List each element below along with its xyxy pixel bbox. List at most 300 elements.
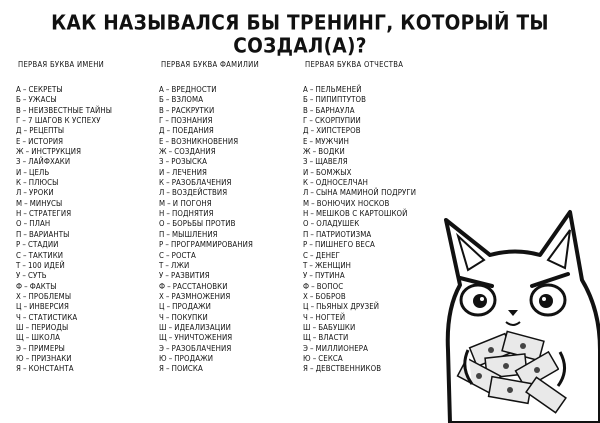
row-letter: Х [159, 291, 164, 301]
row-word: РОСТА [171, 250, 196, 260]
row-word: ВРЕДНОСТИ [171, 85, 217, 94]
row-letter: М [16, 198, 23, 208]
row-dash: – [310, 219, 315, 229]
column-patronymic [303, 60, 416, 375]
row-dash: – [22, 85, 27, 94]
row-dash: – [310, 178, 314, 188]
row-dash: – [310, 209, 314, 219]
list-item [159, 240, 259, 250]
row-dash: – [22, 157, 27, 167]
row-dash: – [22, 260, 26, 270]
row-letter: С [159, 250, 164, 260]
row-dash: – [22, 136, 27, 146]
list-item [303, 271, 416, 281]
row-word: ВАРИАНТЫ [29, 229, 70, 239]
row-word: КОНСТАНТА [28, 364, 74, 374]
row-letter: Ц [303, 302, 309, 312]
list-item [159, 344, 259, 354]
row-word: ПРОГРАММИРОВАНИЯ [170, 240, 253, 250]
row-letter: Б [16, 95, 21, 105]
row-letter: Ш [159, 322, 167, 332]
row-word: УНИЧТОЖЕНИЯ [174, 333, 233, 343]
row-word: ИНВЕРСИЯ [29, 302, 69, 312]
row-word: ВОЗНИКНОВЕНИЯ [171, 136, 239, 146]
row-letter: Э [159, 343, 164, 353]
list-item [16, 240, 112, 250]
row-letter: М [303, 198, 310, 208]
list-item [159, 364, 259, 374]
row-word: МИЛЛИОНЕРА [315, 343, 368, 353]
row-dash: – [310, 126, 315, 136]
row-letter: Д [303, 126, 309, 136]
row-word: ПОЕДАНИЯ [172, 126, 214, 136]
row-word: ПРИМЕРЫ [28, 343, 65, 353]
row-word: УЖАСЫ [28, 95, 57, 105]
row-word: СТАТИСТИКА [28, 312, 78, 322]
list-item [159, 271, 259, 281]
row-letter: Ц [16, 302, 22, 312]
row-dash: – [309, 240, 313, 250]
row-dash: – [166, 178, 170, 188]
list-item [303, 292, 416, 302]
row-letter: Р [16, 240, 21, 250]
row-letter: Т [303, 260, 308, 270]
row-letter: К [303, 178, 309, 188]
list-item [303, 188, 416, 198]
row-letter: А [159, 85, 164, 94]
row-word: РАЗМНОЖЕНИЯ [171, 291, 231, 301]
row-dash: – [23, 126, 28, 136]
row-word: РАСКРУТКИ [171, 105, 215, 115]
row-dash: – [165, 291, 170, 301]
row-word: СУТЬ [28, 271, 47, 281]
row-dash: – [309, 271, 313, 281]
row-word: ПИШНЕГО ВЕСА [314, 240, 375, 250]
row-dash: – [165, 136, 170, 146]
row-dash: – [165, 364, 170, 374]
row-dash: – [22, 105, 27, 115]
list-item [303, 230, 416, 240]
row-dash: – [166, 188, 170, 198]
row-word: ИНСТРУКЦИЯ [31, 147, 82, 157]
list-item [16, 302, 112, 312]
row-word: ПЬЯНЫХ ДРУЗЕЙ [316, 302, 380, 312]
row-dash: – [25, 353, 30, 363]
row-letter: О [303, 219, 309, 229]
list-item [159, 333, 259, 343]
row-letter: З [16, 157, 21, 167]
row-word: И ПОГОНЯ [172, 198, 212, 208]
row-word: БАБУШКИ [318, 322, 356, 332]
row-word: ПРОДАЖИ [174, 353, 214, 363]
row-letter: А [16, 85, 21, 94]
list-item [159, 126, 259, 136]
row-word: РАССТАНОВКИ [172, 281, 228, 291]
row-letter: Ч [16, 312, 21, 322]
list-item [16, 137, 112, 147]
row-letter: Я [303, 364, 308, 374]
row-dash: – [165, 240, 169, 250]
row-dash: – [309, 312, 314, 322]
list-item [16, 95, 112, 105]
list-item [16, 209, 112, 219]
list-item [303, 240, 416, 250]
row-letter: С [16, 250, 21, 260]
list-item [303, 95, 416, 105]
column-heading: ПЕРВАЯ БУКВА ИМЕНИ [18, 60, 105, 69]
row-word: ПИПИПТУТОВ [315, 95, 367, 105]
list-item [16, 271, 112, 281]
row-word: ДЕНЕГ [315, 250, 341, 260]
row-letter: Х [16, 291, 21, 301]
row-dash: – [309, 291, 314, 301]
row-dash: – [309, 260, 313, 270]
row-word: ВОНЮЧИХ НОСКОВ [316, 198, 390, 208]
row-letter: К [159, 178, 165, 188]
row-dash: – [309, 136, 314, 146]
row-word: РОЗЫСКА [171, 157, 208, 167]
list-item [159, 178, 259, 188]
row-dash: – [310, 302, 315, 312]
row-word: РЕЦЕПТЫ [29, 126, 65, 136]
row-word: БОРЬБЫ ПРОТИВ [172, 219, 236, 229]
row-letter: Г [159, 116, 164, 126]
row-dash: – [309, 157, 314, 167]
list-item [159, 199, 259, 209]
list-item [303, 116, 416, 126]
list-item [16, 333, 112, 343]
list-item [303, 126, 416, 136]
row-word: ВОПОС [316, 281, 344, 291]
list-item [303, 344, 416, 354]
row-letter: З [159, 157, 164, 167]
list-item [303, 323, 416, 333]
row-word: ОДНОСЕЛЧАН [315, 178, 368, 188]
list-item [159, 323, 259, 333]
row-letter: И [16, 167, 22, 177]
row-dash: – [23, 219, 28, 229]
list-item [159, 209, 259, 219]
row-letter: Р [159, 240, 164, 250]
row-dash: – [22, 116, 26, 126]
list-item [303, 199, 416, 209]
row-letter: Д [159, 126, 165, 136]
cat-holding-money-icon [420, 200, 600, 423]
list-item [16, 219, 112, 229]
row-dash: – [22, 312, 27, 322]
row-dash: – [25, 322, 30, 332]
row-letter: Ю [303, 353, 311, 363]
row-letter: Е [16, 136, 21, 146]
row-dash: – [165, 271, 169, 281]
row-letter: Б [303, 95, 308, 105]
list-item [159, 85, 259, 95]
list-item [16, 292, 112, 302]
row-dash: – [24, 198, 28, 208]
list-item [16, 188, 112, 198]
row-word: ДЕВСТВЕННИКОВ [315, 364, 382, 374]
row-dash: – [310, 343, 314, 353]
row-word: ХИПСТЕРОВ [316, 126, 361, 136]
row-letter: Щ [16, 333, 24, 343]
row-letter: М [159, 198, 166, 208]
row-dash: – [23, 229, 27, 239]
row-letter: Е [159, 136, 164, 146]
list-item [16, 147, 112, 157]
list-item [303, 168, 416, 178]
list-item [16, 251, 112, 261]
list-item [159, 354, 259, 364]
list-item [16, 126, 112, 136]
row-letter: У [303, 271, 308, 281]
row-letter: Ю [16, 353, 24, 363]
list-item [16, 261, 112, 271]
row-letter: В [159, 105, 164, 115]
row-word: СТРАТЕГИЯ [29, 209, 72, 219]
list-item [303, 364, 416, 374]
list-item [16, 168, 112, 178]
row-word: ПОДНЯТИЯ [172, 209, 214, 219]
list-item [159, 251, 259, 261]
row-dash: – [166, 302, 171, 312]
row-word: ПУТИНА [315, 271, 345, 281]
list-item [303, 313, 416, 323]
row-letter: Ч [303, 312, 308, 322]
row-dash: – [310, 229, 314, 239]
list-item [159, 137, 259, 147]
row-letter: А [303, 85, 308, 94]
row-word: ПОИСКА [171, 364, 203, 374]
row-dash: – [23, 343, 27, 353]
list-item [159, 313, 259, 323]
row-letter: Т [159, 260, 164, 270]
row-word: ПАТРИОТИЗМА [316, 229, 372, 239]
list-item [159, 188, 259, 198]
row-letter: Ж [303, 147, 311, 157]
row-word: РАЗОБЛАЧЕНИЯ [171, 178, 232, 188]
row-word: МЫШЛЕНИЯ [172, 229, 218, 239]
list-item [303, 106, 416, 116]
row-letter: Я [159, 364, 164, 374]
row-word: ЦЕЛЬ [28, 167, 50, 177]
list-item [303, 251, 416, 261]
row-letter: У [16, 271, 21, 281]
list-item [16, 354, 112, 364]
list-item [16, 344, 112, 354]
row-word: СЫНА МАМИНОЙ ПОДРУГИ [316, 188, 417, 198]
row-letter: В [303, 105, 308, 115]
letter-list [303, 85, 416, 375]
row-dash: – [23, 178, 27, 188]
row-letter: К [16, 178, 22, 188]
row-dash: – [167, 198, 171, 208]
row-dash: – [165, 260, 169, 270]
row-word: ПЛАН [29, 219, 51, 229]
letter-list [16, 85, 112, 375]
row-letter: Д [16, 126, 22, 136]
row-dash: – [23, 209, 27, 219]
list-item [159, 147, 259, 157]
row-word: МЕШКОВ С КАРТОШКОЙ [316, 209, 408, 219]
column-heading: ПЕРВАЯ БУКВА ФАМИЛИИ [161, 60, 259, 69]
row-word: НЕИЗВЕСТНЫЕ ТАЙНЫ [28, 105, 113, 115]
row-letter: Ж [159, 147, 167, 157]
row-letter: Э [303, 343, 308, 353]
row-letter: Х [303, 291, 308, 301]
row-word: ПЛЮСЫ [28, 178, 59, 188]
row-dash: – [166, 167, 170, 177]
row-dash: – [22, 240, 26, 250]
list-item [303, 157, 416, 167]
list-item [16, 157, 112, 167]
row-letter: Ф [303, 281, 310, 291]
list-item [303, 147, 416, 157]
row-letter: Ш [16, 322, 24, 332]
row-word: СЕКРЕТЫ [28, 85, 63, 94]
list-item [303, 178, 416, 188]
row-dash: – [23, 302, 28, 312]
row-dash: – [311, 198, 315, 208]
row-word: ПОКУПКИ [171, 312, 208, 322]
list-item [16, 199, 112, 209]
row-word: ЩАВЕЛЯ [315, 157, 348, 167]
row-dash: – [165, 105, 170, 115]
row-word: БАРНАУЛА [315, 105, 355, 115]
row-letter: Г [303, 116, 308, 126]
row-word: ПРОБЛЕМЫ [28, 291, 72, 301]
row-word: МУЖЧИН [315, 136, 349, 146]
row-letter: Л [159, 188, 165, 198]
list-item [16, 85, 112, 95]
row-word: СЕКСА [318, 353, 343, 363]
row-letter: Ж [16, 147, 24, 157]
row-letter: Н [303, 209, 309, 219]
row-letter: О [16, 219, 22, 229]
row-dash: – [309, 364, 314, 374]
list-item [16, 313, 112, 323]
row-dash: – [25, 333, 30, 343]
row-dash: – [168, 322, 173, 332]
list-item [159, 261, 259, 271]
row-dash: – [22, 291, 27, 301]
row-letter: Щ [159, 333, 167, 343]
list-item [16, 282, 112, 292]
row-dash: – [165, 85, 170, 94]
list-item [159, 168, 259, 178]
row-word: СКОРПУПИИ [315, 116, 361, 126]
row-dash: – [165, 95, 170, 105]
row-dash: – [22, 271, 26, 281]
row-letter: Ф [159, 281, 166, 291]
row-dash: – [168, 333, 173, 343]
list-item [159, 116, 259, 126]
row-word: ТАКТИКИ [28, 250, 64, 260]
column-last-name [159, 60, 259, 375]
row-word: 100 ИДЕЙ [28, 260, 65, 270]
row-letter: Ю [159, 353, 167, 363]
row-word: МИНУСЫ [29, 198, 63, 208]
row-letter: П [159, 229, 165, 239]
row-letter: П [303, 229, 309, 239]
row-dash: – [310, 167, 314, 177]
row-dash: – [23, 188, 27, 198]
list-item [303, 209, 416, 219]
row-letter: Н [16, 209, 22, 219]
row-word: ШКОЛА [31, 333, 60, 343]
row-word: ЖЕНЩИН [315, 260, 352, 270]
row-letter: Н [159, 209, 165, 219]
row-letter: Ч [159, 312, 164, 322]
row-dash: – [25, 147, 30, 157]
row-word: ВОДКИ [318, 147, 345, 157]
row-dash: – [312, 333, 317, 343]
row-dash: – [309, 95, 314, 105]
list-item [303, 219, 416, 229]
row-word: ИСТОРИЯ [28, 136, 64, 146]
letter-list [159, 85, 259, 375]
row-letter: С [303, 250, 308, 260]
row-dash: – [166, 219, 171, 229]
list-item [16, 106, 112, 116]
row-word: ВОЗДЕЙСТВИЯ [172, 188, 228, 198]
row-letter: Ф [16, 281, 23, 291]
row-word: РАЗВИТИЯ [171, 271, 210, 281]
list-item [159, 292, 259, 302]
row-word: ПРИЗНАКИ [31, 353, 72, 363]
list-item [159, 230, 259, 240]
row-dash: – [167, 281, 171, 291]
row-dash: – [165, 116, 169, 126]
row-word: ФАКТЫ [29, 281, 57, 291]
list-item [16, 178, 112, 188]
row-letter: И [303, 167, 309, 177]
page-title: КАК НАЗЫВАЛСЯ БЫ ТРЕНИНГ, КОТОРЫЙ ТЫ СОЗДАЛ(А)? [51, 12, 549, 58]
row-dash: – [22, 95, 27, 105]
row-letter: В [16, 105, 21, 115]
list-item [159, 106, 259, 116]
row-dash: – [168, 147, 173, 157]
row-word: ОЛАДУШЕК [316, 219, 360, 229]
row-dash: – [309, 116, 313, 126]
row-dash: – [168, 353, 173, 363]
list-item [159, 302, 259, 312]
row-word: УРОКИ [29, 188, 54, 198]
row-dash: – [312, 322, 317, 332]
row-dash: – [22, 364, 27, 374]
row-letter: Ц [159, 302, 165, 312]
list-item [159, 157, 259, 167]
row-word: РАЗОБЛАЧЕНИЯ [171, 343, 232, 353]
row-dash: – [310, 250, 314, 260]
row-dash: – [166, 229, 170, 239]
row-letter: З [303, 157, 308, 167]
row-dash: – [166, 126, 171, 136]
row-dash: – [166, 250, 170, 260]
row-letter: Щ [303, 333, 311, 343]
column-heading: ПЕРВАЯ БУКВА ОТЧЕСТВА [305, 60, 404, 69]
row-dash: – [166, 343, 170, 353]
row-letter: О [159, 219, 165, 229]
row-dash: – [23, 167, 27, 177]
row-letter: Л [303, 188, 309, 198]
list-item [159, 95, 259, 105]
row-word: ВЛАСТИ [318, 333, 349, 343]
row-word: НОГТЕЙ [315, 312, 346, 322]
row-word: ПЕРИОДЫ [31, 322, 69, 332]
list-item [16, 323, 112, 333]
row-letter: Я [16, 364, 21, 374]
row-word: ПРОДАЖИ [172, 302, 211, 312]
